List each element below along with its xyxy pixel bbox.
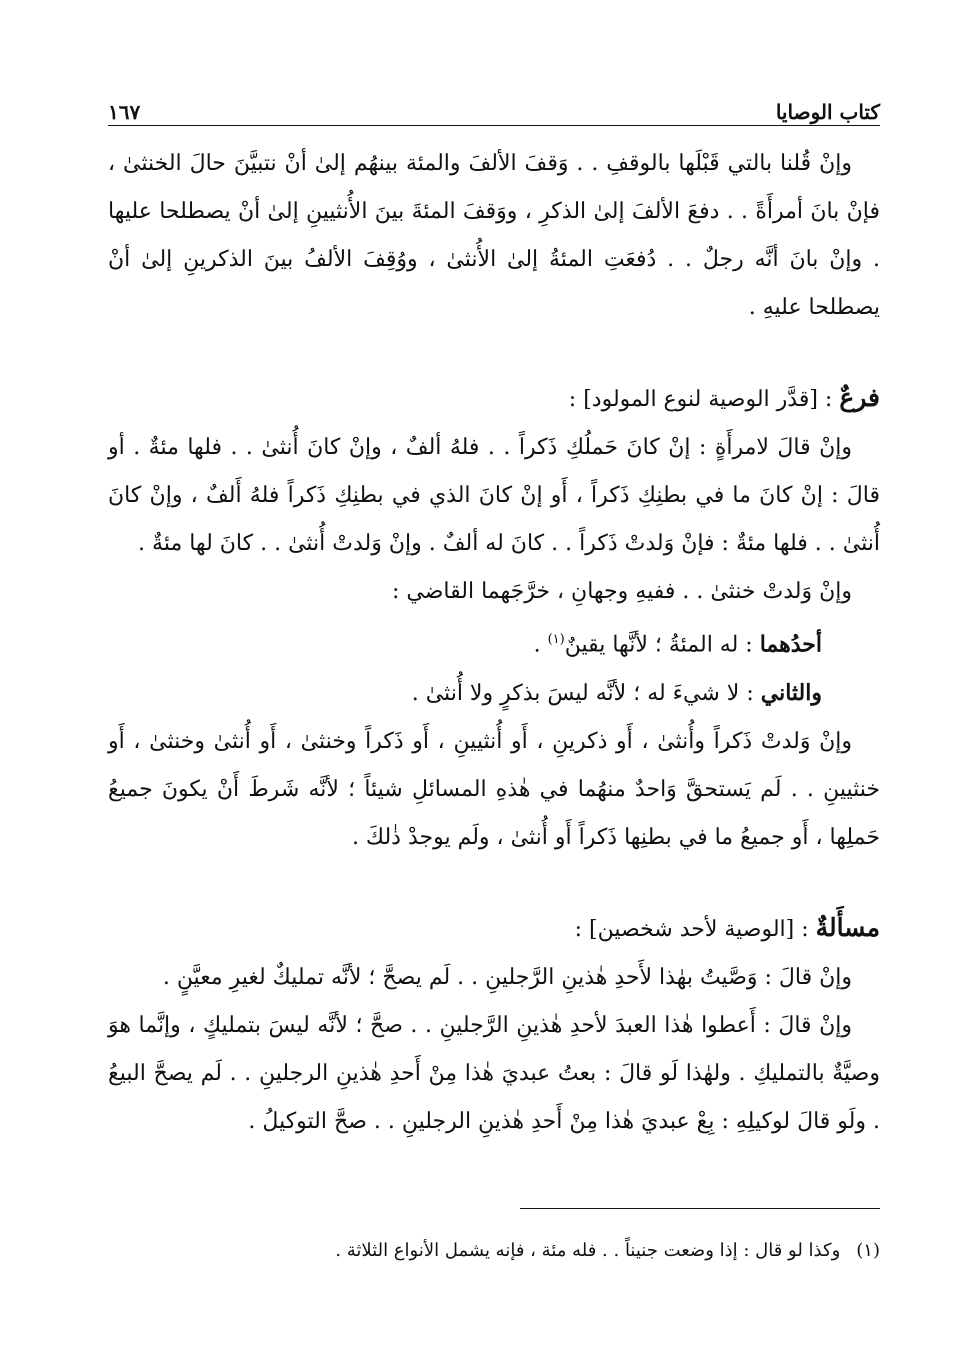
paragraph-6: وإنْ وَلدتْ ذَكراً وأُنثىٰ ، أَو ذكرينِ ، أَو أُنثيينِ ، أَو ذَكراً وخنثىٰ ، أَو أُنثىٰ وخنثىٰ ، أَو خنثيينِ . . لَم يَستحقَّ وَاحدٌ منهُما في هٰذهِ المسائلِ شيئاً ؛ لأنَّه شَرطَ أَنْ يكونَ جميعُ حَملِها ، أَو جميعُ ما في بطنِها ذَكراً أَو أُنثىٰ ، ولَم يوجدْ ذٰلكَ . <box>108 729 880 851</box>
paragraph-8: وإنْ قالَ : أَعطوا هٰذا العبدَ لأحدِ هٰذينِ الرَّجلينِ . . صحَّ ؛ لأنَّه ليسَ بتمليكٍ ، وإنَّما هوَ وصيَّةٌ بالتمليكِ . ولهٰذا لَو قالَ : بعتُ عبديَ هٰذا مِنْ أَحدِ هٰذينِ الرجلينِ . . لَم يصحَّ البيعُ . ولَو قالَ لوكيلِهِ : بِعْ عبديَ هٰذا مِنْ أَحدِ هٰذينِ الرجلينِ . . صحَّ التوكيلُ . <box>108 1013 880 1135</box>
paragraph-2: وإنْ قالَ لامرأَةٍ : إنْ كانَ حَملُكِ ذَكراً . . فلهُ ألفٌ ، وإنْ كانَ أُنثىٰ . . فلها مئةٌ . أو قالَ : إنْ كانَ ما في بطنِكِ ذَكراً ، أَو إنْ كانَ الذي في بطنِكِ ذَكراً فلهُ أَلفٌ ، وإنْ كانَ أُنثىٰ . . فلها مئةٌ : فإنْ وَلدتْ ذَكراً . . كانَ له ألفٌ . وإنْ وَلدتْ أُنثىٰ . . كانَ لها مئةٌ . <box>108 435 880 556</box>
paragraph-1: وإنْ قُلنا بالتي قَبْلَها بالوقفِ . . وَقفَ الألفَ والمئة بينهُم إلىٰ أنْ نتبيَّنَ حالَ الخنثىٰ ، فإنْ بانَ أمرأَةً . . دفعَ الألفَ إلىٰ الذكرِ ، ووَقفَ المئةَ بينَ الأُنثيينِ إلىٰ أنْ يصطلحا عليها . وإنْ بانَ أنَّه رجلٌ . . دُفعَتِ المئةُ إلىٰ الأُنثىٰ ، ووُقِفَ الألفُ بينَ الذكرينِ إلىٰ أنْ يصطلحا عليهِ . <box>108 151 880 320</box>
footnote-ref[interactable]: (١) <box>547 632 565 647</box>
page-number: ١٦٧ <box>108 100 141 124</box>
section-heading-issue <box>108 904 880 954</box>
opinion-second-text: : لا شيءَ له ؛ لأنَّه ليسَ بذكرٍ ولا أُنثىٰ . <box>411 681 761 707</box>
footnote <box>108 1236 880 1266</box>
branch-label: فرعٌ <box>839 383 880 412</box>
section-heading-branch <box>108 374 880 424</box>
issue-subtitle: : [الوصية لأحد شخصين] : <box>574 917 816 943</box>
paragraph-3: وإنْ وَلدتْ خنثىٰ . . ففيهِ وجهانِ ، خرَّجَهما القاضي : <box>392 579 852 604</box>
main-text <box>108 140 880 1146</box>
issue-label: مسأَلةٌ <box>815 913 880 943</box>
opinion-first-label: أحدُهما <box>759 631 822 658</box>
opinion-first-end: . <box>533 632 548 658</box>
paragraph-7: وإنْ قالَ : وَصَّيتُ بهٰذا لأَحدِ هٰذينِ الرَّجلينِ . . لَم يصحَّ ؛ لأنَّه تمليكٌ لغيرِ معيَّنٍ . <box>162 965 852 991</box>
footnote-number: (١) <box>856 1240 880 1261</box>
branch-subtitle: : [قدَّر الوصية لنوع المولود] : <box>568 387 840 412</box>
header-rule <box>108 125 880 126</box>
opinion-first-text: : له المئةُ ؛ لأنَّها يقينٌ <box>564 632 760 658</box>
opinion-second-label: والثاني <box>760 680 822 707</box>
opinion-second <box>108 669 880 718</box>
page-header <box>108 88 880 124</box>
book-title: كتاب الوصايا <box>775 100 880 124</box>
opinion-first <box>108 616 880 669</box>
footnote-rule <box>520 1208 880 1209</box>
footnote-text: وكذا لو قال : إذا وضعت جنيناً . . فله مئة ، فإنه يشمل الأنواع الثلاثة . <box>335 1240 841 1261</box>
